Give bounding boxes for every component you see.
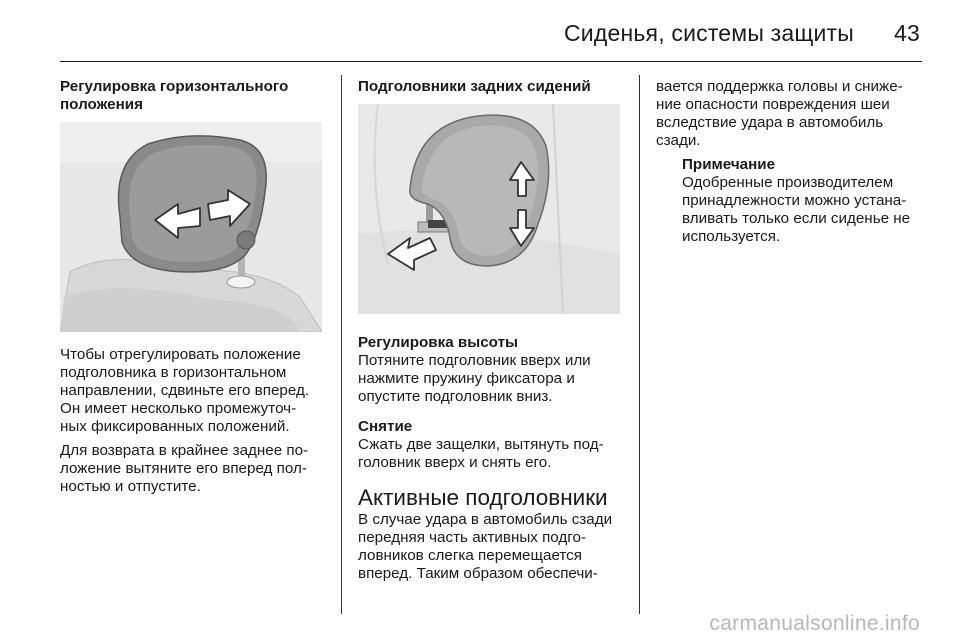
paragraph-removal: Сжать две защелки, вытянуть под- головник вверх и снять его. xyxy=(358,436,604,471)
paragraph-horizontal-adjust: Чтобы отрегулировать положение подголовника в горизонтальном направлении, сдвиньте его вперед. Он имеет несколько промежуточ- ных фиксированных положений. xyxy=(60,346,310,435)
column-1 xyxy=(60,78,332,114)
note-block xyxy=(656,156,928,246)
column-3 xyxy=(656,78,928,246)
heading-height-adjust: Регулировка высоты xyxy=(358,334,518,351)
column-divider-2 xyxy=(639,75,640,614)
heading-active-headrests: Активные подголовники xyxy=(358,485,608,510)
paragraph-height-adjust: Потяните подголовник вверх или нажмите пружину фиксатора и опустите подголовник вниз. xyxy=(358,352,591,405)
heading-removal: Снятие xyxy=(358,418,413,435)
column-2-body xyxy=(358,334,630,583)
headrest-front-figure xyxy=(60,122,322,332)
section-heading-rear-headrests: Подголовники задних сидений xyxy=(358,78,591,95)
headrest-rear-figure xyxy=(358,104,620,314)
note-text: Одобренные производителем принадлежности можно устана- вливать только если сиденье не используется. xyxy=(682,174,911,245)
column-divider-1 xyxy=(341,75,342,614)
page-number: 43 xyxy=(894,20,920,46)
paragraph-rear-position: Для возврата в крайнее заднее по- ложение вытяните его вперед пол- ностью и отпустите. xyxy=(60,442,309,495)
header-rule xyxy=(60,61,922,62)
column-1-body xyxy=(60,346,332,496)
watermark: carmanualsonline.info xyxy=(709,612,920,635)
section-heading-horizontal: Регулировка горизонтального положения xyxy=(60,78,289,113)
column-2 xyxy=(358,78,630,96)
section-title: Сиденья, системы защиты xyxy=(564,20,855,46)
paragraph-active-headrests: В случае удара в автомобиль сзади передняя часть активных подго- ловников слегка перемещается вперед. Таким образом обеспечи- xyxy=(358,511,613,582)
page-header xyxy=(564,20,920,47)
paragraph-active-continued: вается поддержка головы и сниже- ние опасности повреждения шеи вследствие удара в автомобиль сзади. xyxy=(656,78,903,149)
note-heading: Примечание xyxy=(682,156,776,173)
